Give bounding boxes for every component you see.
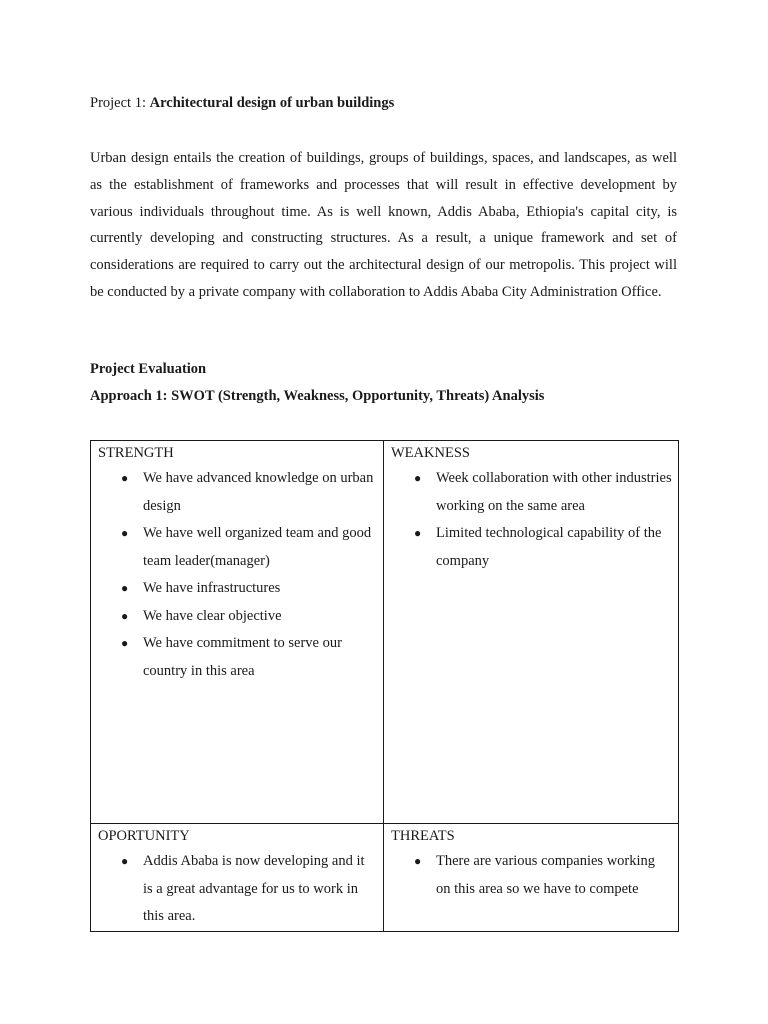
bullet-icon: ● bbox=[121, 526, 129, 540]
list-item: ● We have clear objective bbox=[143, 603, 377, 631]
list-item: ● There are various companies working on this area so we have to compete bbox=[436, 848, 672, 903]
strength-heading: STRENGTH bbox=[98, 445, 174, 461]
bullet-icon: ● bbox=[121, 854, 129, 868]
evaluation-heading: Project Evaluation bbox=[90, 361, 207, 377]
intro-paragraph: Urban design entails the creation of buildings, groups of buildings, spaces, and landscapes, as well as the establishment of frameworks and processes that will result in effective development by various individuals throughout time. As is well known, Addis Ababa, Ethiopia's capital city, is currently developing and constructing structures. As a result, a unique framework and set of considerations are required to carry out the architectural design of our metropolis. This project will be conducted by a private company with collaboration to Addis Ababa City Administration Office. bbox=[90, 150, 677, 300]
swot-row-bottom bbox=[91, 824, 679, 932]
list-item: ● We have advanced knowledge on urban design bbox=[143, 465, 377, 520]
project-title bbox=[90, 93, 394, 113]
threats-list bbox=[391, 848, 672, 903]
list-item: ● Week collaboration with other industries working on the same area bbox=[436, 465, 672, 520]
threats-heading: THREATS bbox=[391, 828, 455, 844]
project-name: Architectural design of urban buildings bbox=[149, 95, 395, 111]
swot-table bbox=[90, 440, 679, 932]
opportunity-list bbox=[98, 848, 377, 931]
approach-heading: Approach 1: SWOT (Strength, Weakness, Opportunity, Threats) Analysis bbox=[90, 388, 545, 404]
list-item: ● Limited technological capability of the company bbox=[436, 520, 672, 575]
bullet-icon: ● bbox=[414, 526, 422, 540]
list-item: ● We have infrastructures bbox=[143, 575, 377, 603]
bullet-icon: ● bbox=[414, 471, 422, 485]
list-item: ● Addis Ababa is now developing and it is a great advantage for us to work in this area. bbox=[143, 848, 377, 931]
project-prefix: Project 1: bbox=[90, 95, 150, 111]
weakness-list bbox=[391, 465, 672, 575]
bullet-icon: ● bbox=[121, 581, 129, 595]
list-item: ● We have commitment to serve our country in this area bbox=[143, 630, 377, 685]
threats-cell bbox=[384, 824, 679, 932]
bullet-icon: ● bbox=[121, 636, 129, 650]
opportunity-heading: OPORTUNITY bbox=[98, 828, 190, 844]
swot-row-top bbox=[91, 441, 679, 824]
strength-cell bbox=[91, 441, 384, 824]
opportunity-cell bbox=[91, 824, 384, 932]
bullet-icon: ● bbox=[121, 608, 129, 623]
strength-list bbox=[98, 465, 377, 685]
weakness-cell bbox=[384, 441, 679, 824]
bullet-icon: ● bbox=[414, 854, 422, 868]
bullet-icon: ● bbox=[121, 471, 129, 485]
weakness-heading: WEAKNESS bbox=[391, 445, 470, 461]
list-item: ● We have well organized team and good team leader(manager) bbox=[143, 520, 377, 575]
